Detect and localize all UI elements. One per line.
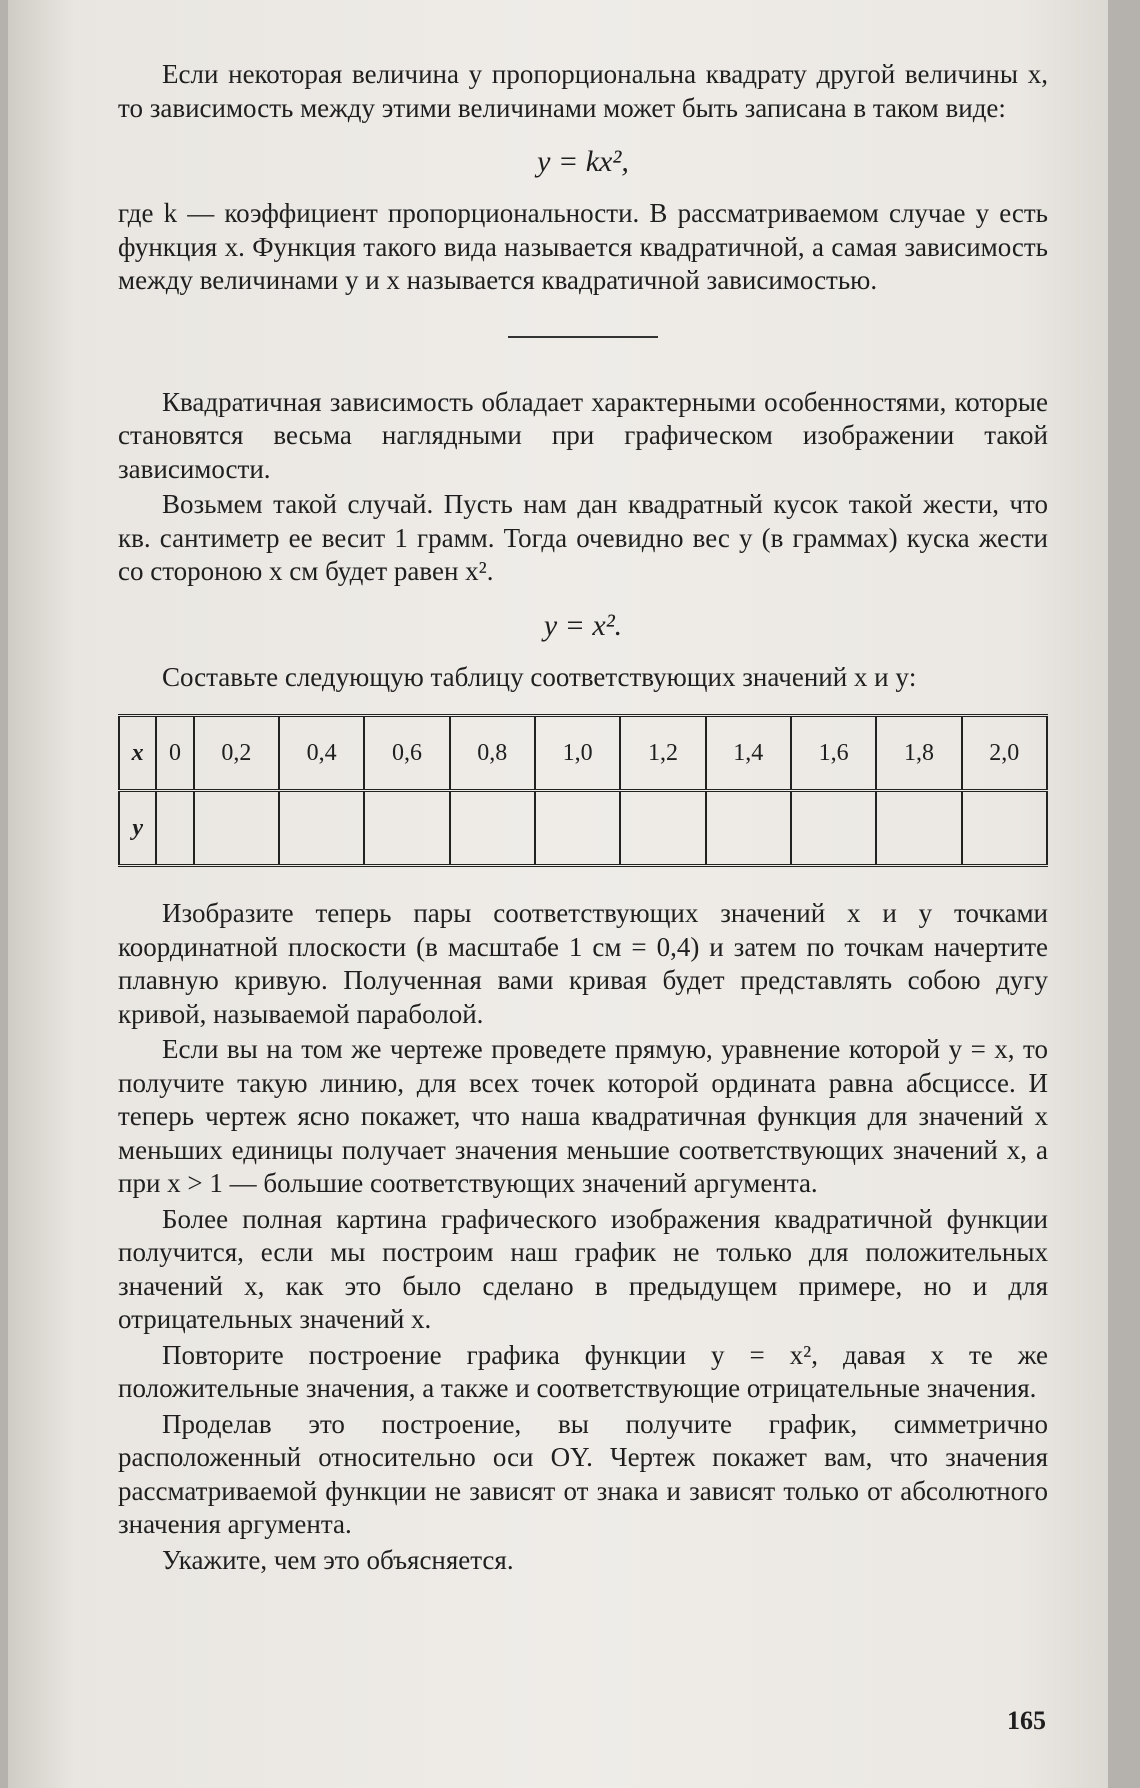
x-header: x xyxy=(119,716,156,791)
x-cell: 1,8 xyxy=(876,716,961,791)
y-cell xyxy=(535,791,620,866)
x-cell: 1,6 xyxy=(791,716,876,791)
x-cell: 2,0 xyxy=(962,716,1047,791)
x-cell: 0,4 xyxy=(279,716,364,791)
paragraph-repeat-construction: Повторите построение графика функции y = x², давая x те же положительные значения, а также и соответствующие отрицательные значения. xyxy=(118,1339,1048,1403)
paragraph-example: Возьмем такой случай. Пусть нам дан квадратный кусок такой жести, что кв. сантиметр ее весит 1 грамм. Тогда очевидно вес y (в граммах) куска жести со стороною x см будет равен x². xyxy=(118,489,1048,586)
x-row xyxy=(119,716,1047,791)
y-cell xyxy=(876,791,961,866)
y-cell xyxy=(156,791,193,866)
y-cell xyxy=(279,791,364,866)
x-cell: 1,0 xyxy=(535,716,620,791)
x-cell: 1,2 xyxy=(620,716,705,791)
y-cell xyxy=(962,791,1047,866)
y-cell xyxy=(791,791,876,866)
paragraph-line-comparison: Если вы на том же чертеже проведете прямую, уравнение которой y = x, то получите такую линию, для всех точек которой ордината равна абсциссе. И теперь чертеж ясно покажет, что наша квадратичная функция для значений x меньших единицы получает значения меньшие соответствующих значений x, а при x > 1 — большие соответствующих значений аргумента. xyxy=(118,1034,1048,1198)
y-cell xyxy=(194,791,279,866)
y-header: y xyxy=(119,791,156,866)
formula-y-x2: y = x². xyxy=(543,608,623,642)
book-page xyxy=(8,0,1108,1788)
x-cell: 0,8 xyxy=(450,716,535,791)
paragraph-table-intro: Составьте следующую таблицу соответствующих значений x и y: xyxy=(162,661,917,692)
y-cell xyxy=(450,791,535,866)
values-table xyxy=(118,714,1048,867)
paragraph-question: Укажите, чем это объясняется. xyxy=(162,1544,514,1575)
paragraph-features: Квадратичная зависимость обладает характерными особенностями, которые становятся весьма наглядными при графическом изображении такой зависимости. xyxy=(118,386,1048,484)
x-cell: 1,4 xyxy=(706,716,791,791)
page-number: 165 xyxy=(1007,1706,1046,1735)
paragraph-coefficient: где k — коэффициент пропорциональности. В рассматриваемом случае y есть функция x. Функция такого вида называется квадратичной, а самая зависимость между величинами y и x называется квадратичной зависимостью. xyxy=(118,198,1048,295)
y-row xyxy=(119,791,1047,866)
paragraph-definition: Если некоторая величина y пропорциональна квадрату другой величины x, то зависимость между этими величинами может быть записана в таком виде: xyxy=(118,59,1048,123)
paragraph-plot-points: Изобразите теперь пары соответствующих значений x и y точками координатной плоскости (в масштабе 1 см = 0,4) и затем по точкам начертите плавную кривую. Полученная вами кривая будет представлять собою дугу кривой, называемой параболой. xyxy=(118,898,1048,1029)
x-cell: 0 xyxy=(156,716,193,791)
x-cell: 0,2 xyxy=(194,716,279,791)
y-cell xyxy=(620,791,705,866)
x-cell: 0,6 xyxy=(364,716,449,791)
formula-y-kx2: y = kx², xyxy=(537,145,629,178)
section-divider xyxy=(508,336,658,338)
y-cell xyxy=(364,791,449,866)
paragraph-symmetry: Проделав это построение, вы получите график, симметрично расположенный относительно оси OY. Чертеж покажет вам, что значения рассматриваемой функции не зависят от знака и зависят только от абсолютного значения аргумента. xyxy=(118,1408,1048,1539)
y-cell xyxy=(706,791,791,866)
paragraph-full-picture: Более полная картина графического изображения квадратичной функции получится, если мы построим наш график не только для положительных значений x, как это было сделано в предыдущем примере, но и для отрицательных значений x. xyxy=(118,1203,1048,1334)
